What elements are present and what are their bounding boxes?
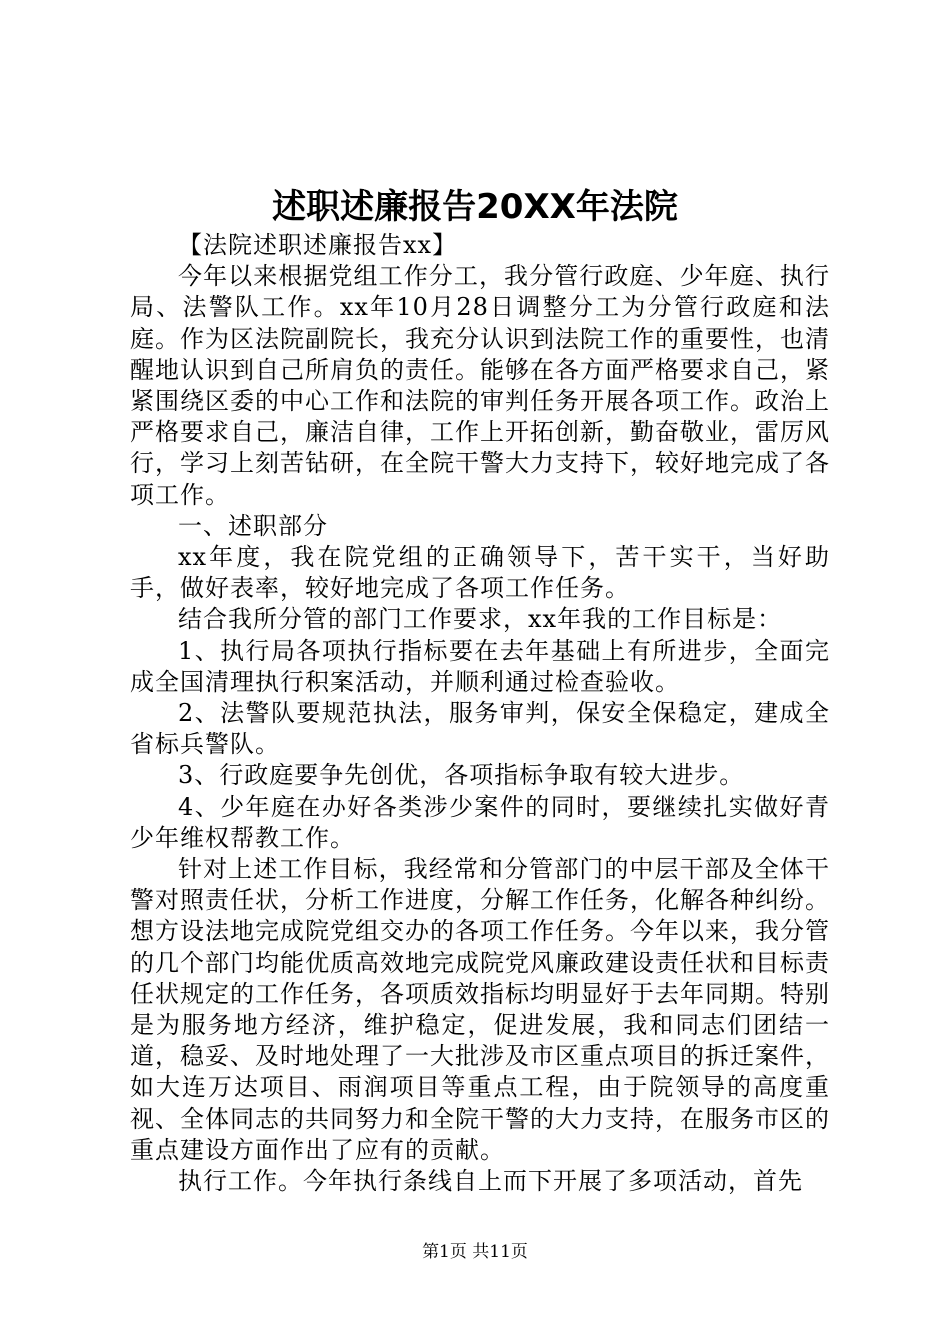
document-body [130, 230, 830, 1197]
document-title: 述职述廉报告20XX年法院 [272, 187, 678, 227]
list-item: 1、执行局各项执行指标要在去年基础上有所进步，全面完成全国清理执行积案活动，并顺利通过检查验收。 [130, 636, 830, 696]
paragraph: 结合我所分管的部门工作要求，xx年我的工作目标是： [178, 605, 783, 634]
section-heading: 一、述职部分 [178, 511, 328, 540]
paragraph: xx年度，我在院党组的正确领导下，苦干实干，当好助手，做好表率，较好地完成了各项工作任务。 [130, 543, 830, 603]
page-footer: 第1页 共11页 [422, 1242, 528, 1262]
list-item: 4、少年庭在办好各类涉少案件的同时，要继续扎实做好青少年维权帮教工作。 [130, 792, 830, 852]
list-item: 2、法警队要规范执法，服务审判，保安全保稳定，建成全省标兵警队。 [130, 699, 830, 759]
list-item: 3、行政庭要争先创优，各项指标争取有较大进步。 [178, 761, 745, 790]
paragraph-intro: 今年以来根据党组工作分工，我分管行政庭、少年庭、执行局、法警队工作。xx年10月28日调整分工为分管行政庭和法庭。作为区法院副院长，我充分认识到法院工作的重要性，也清醒地认识到自己所肩负的责任。能够在各方面严格要求自己，紧紧围绕区委的中心工作和法院的审判任务开展各项工作。政治上严格要求自己，廉洁自律，工作上开拓创新，勤奋敬业，雷厉风行，学习上刻苦钻研，在全院干警大力支持下，较好地完成了各项工作。 [130, 262, 830, 509]
paragraph: 针对上述工作目标，我经常和分管部门的中层干部及全体干警对照责任状，分析工作进度，分解工作任务，化解各种纠纷。想方设法地完成院党组交办的各项工作任务。今年以来，我分管的几个部门均能优质高效地完成院党风廉政建设责任状和目标责任状规定的工作任务，各项质效指标均明显好于去年同期。特别是为服务地方经济，维护稳定，促进发展，我和同志们团结一道，稳妥、及时地处理了一大批涉及市区重点项目的拆迁案件，如大连万达项目、雨润项目等重点工程，由于院领导的高度重视、全体同志的共同努力和全院干警的大力支持，在服务市区的重点建设方面作出了应有的贡献。 [130, 855, 830, 1164]
paragraph: 执行工作。今年执行条线自上而下开展了多项活动，首先 [178, 1167, 803, 1196]
paragraph-heading-tag: 【法院述职述廉报告xx】 [178, 231, 458, 259]
